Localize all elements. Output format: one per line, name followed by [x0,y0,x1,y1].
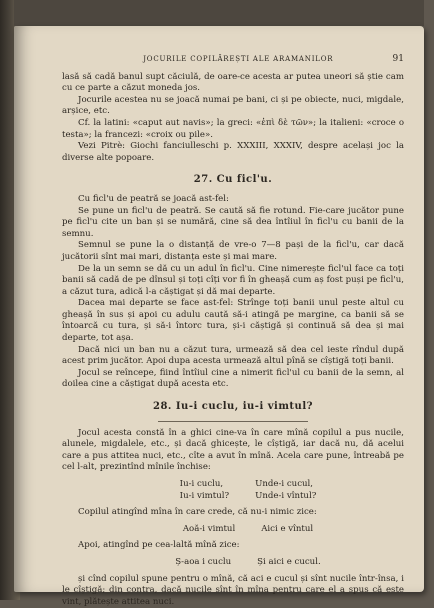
verse-block-2 [92,524,404,536]
paragraph: Cf. la latini: «caput aut navis»; la greci: «ἐπὶ δὲ τῶν»; la italieni: «croce o testa»; la francezi: «croix ou pile». [62,117,404,140]
running-title: JOCURILE COPILĂREȘTI ALE ARAMANILOR [143,55,334,63]
paragraph: Cu ficl'u de peatră se joacă ast-fel: [78,193,229,204]
paragraph: Jocurile acestea nu se joacă numai pe bani, ci și pe obiecte, nuci, migdale, arșice, etc. [62,94,404,117]
verse-line: Ș-aoa i cuclu [175,556,232,567]
paragraph: Vezi Pitrè: Giochi fanciulleschi p. XXXIII, XXXIV, despre același joc la diverse alte popoare. [62,141,404,163]
paragraph: Semnul se pune la o distanță de vre-o 7—8 pași de la ficl'u, car dacă jucătorii sînt mai mari, distanța este și mai mare. [62,240,404,262]
paragraph: și cînd copilul spune pentru o mînă, că aci e cucul și sînt nucile într-însa, i le cîștigă; din contra, dacă nucile sînt în mîna pentru care el a spus că este vint, plătește attitea nuci. [62,573,404,607]
running-header [62,54,404,66]
verse-line: Aoă-i vimtul [182,523,236,534]
paragraph: Copilul atingînd mîna în care crede, că nu-i nimic zice: [78,507,317,518]
verse-translation: Aici e vîntul [261,523,314,534]
paragraph: Jocul se reîncepe, fiind întîiul cine a nimerit ficl'ul cu banii de la semn, al doilea cine a căștigat după acesta etc. [62,367,404,390]
paragraph: Apoi, atingînd pe cea-laltă mînă zice: [78,540,240,551]
background-shadow [14,0,424,26]
heading-rule [158,421,308,422]
verse-translation: Unde-i cucul, [255,479,314,489]
verse-translation: Și aici e cucul. [257,556,321,567]
paragraph: Se pune un ficl'u de peatră. Se caută să fie rotund. Fie-care jucător pune pe ficl'u cite un ban și se numără, cine să dea întîiul în ficl'u cu banii de la semnu. [62,205,404,239]
verse-line: Iu-i cuclu, [179,479,224,489]
paragraph: Dacea mai departe se face ast-fel: Strînge toți banii unul peste altul cu gheașă în sus și apoi cu adulu caută să-i atingă pe margine, ca banii să se întoarcă cu tura, și să-i întorc tura, și-i căștigă și continuă să dea și mai departe, tot așa. [62,298,404,344]
section-heading-27: 27. Cu ficl'u. [193,174,273,186]
paragraph: Jocul acesta constă în a ghici cine-va în care mînă copilul a pus nucile, alunele, migdalele, etc., și dacă ghicește, le cîștigă, iar dacă nu, dă acelui care a pus attitea nuci, etc., cîte a avut în mînă. Acela care pune, întreabă pe cel l-alt, prezintînd mînile închise: [62,427,404,473]
page-content [62,54,404,608]
section-heading-28: 28. Iu-i cuclu, iu-i vimtul? [153,401,313,413]
book-page [14,26,424,607]
paragraph: De la un semn se dă cu un adul în ficl'u. Cine nimerește ficl'ul face ca toți banii să cadă de pe dînsul și toți cîți vor fi în gheașă cum aș fost puși pe ficl'u, a căzut tura, adică l-a căștigat și dă mai departe. [62,263,404,297]
verse-line: Iu-i vimtul? [179,490,230,501]
paragraph: lasă să cadă banul supt căciulă, de oare-ce acesta ar putea uneori să știe cam cu ce parte a căzut moneda jos. [62,71,404,94]
page-number: 91 [392,54,404,64]
verse-block-3 [92,557,404,569]
verse-translation: Unde-i vîntul? [255,490,317,501]
paragraph: Dacă nici un ban nu a căzut tura, urmează să dea cel ieste rîndul după acest prim jucător. Apoi dupa acesta urmează altul pînă se cîștigă toți banii. [62,344,404,367]
verse-block-1 [92,479,404,502]
